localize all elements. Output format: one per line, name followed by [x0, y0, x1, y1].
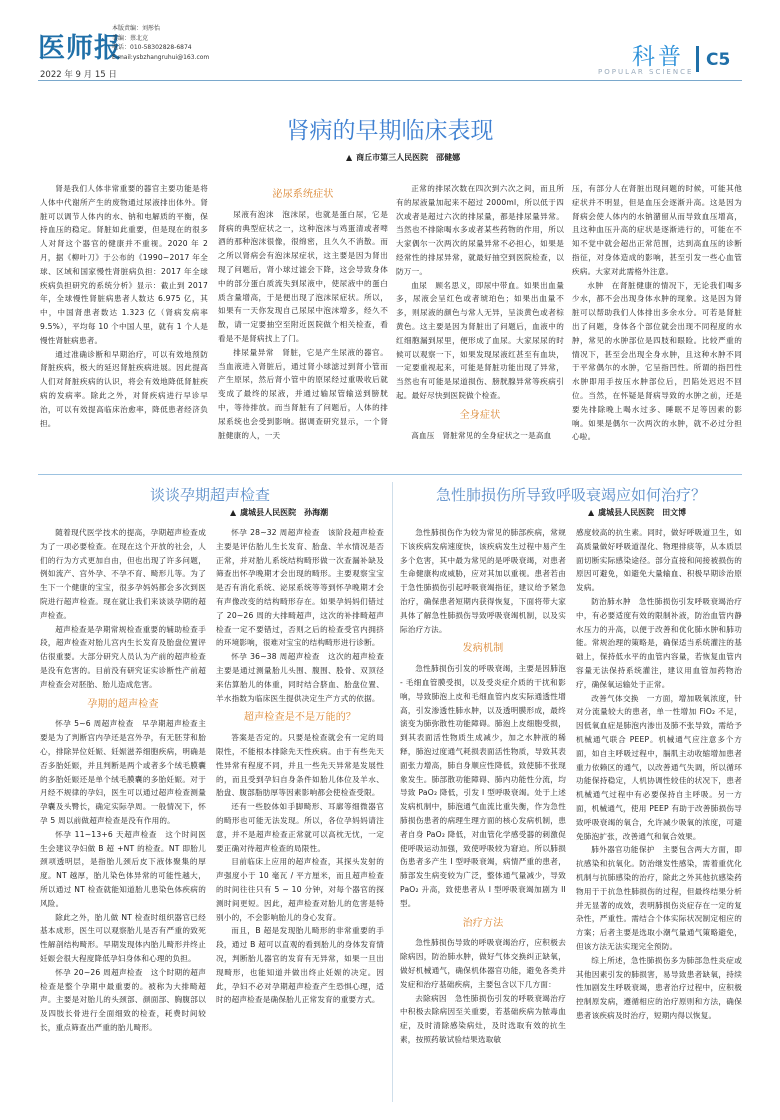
article2-column-1 [40, 526, 206, 1035]
paragraph: 目前临床上应用的超声检查，其探头发射的声强度小于 10 毫瓦 / 平方厘米，而且超声检查的时间往往只有 5 ~ 10 分钟，对每个器官的探测时间更短。因此，超声检查对胎儿的危害是特别小的，不会影响胎儿的身心发育。 [216, 857, 384, 922]
page-number-bar [696, 46, 699, 72]
header-rule [38, 80, 742, 81]
article3-byline [588, 507, 686, 518]
paragraph: 正常的排尿次数在四次到六次之间，而且所有的尿液量加起来不超过 2000ml，所以低于四次或者是超过六次的排尿量，都是排尿量异常。当然也不排除喝水多或者某些药物的作用，所以大家偶尔一次两次的尿量异常不必担心，如果是经常性的排尿异常，就最好抽空到医院检查，以防万一。 [396, 184, 564, 276]
paragraph: 排尿量异常 肾脏，它是产生尿液的器官。当血液进入肾脏后，通过肾小球滤过到肾小管而产生原尿，然后肾小管中的原尿经过重吸收后就变成了最终的尿液，并通过输尿管输送到膀胱中，等待排放。而当肾脏有了问题后，人体的排尿系统也会受到影响。据调查研究显示，一个肾脏健康的人，一天 [218, 347, 388, 440]
article2-column-2 [216, 526, 384, 1007]
article3-column-1 [400, 526, 566, 1047]
subheading: 超声检查是不是万能的？ [243, 712, 357, 724]
paragraph: 感度较高的抗生素。同时，做好呼吸道卫生，如高质量做好呼吸道湿化、物理排痰等，从本质层面切断实际感染途径。部分直接和间接被损伤的原因可避免，如避免大量输血、积极早期诊治原发病。 [576, 528, 742, 593]
paragraph: 怀孕 36~38 周超声检查 这次的超声检查主要是通过测量胎儿头围、腹围、股骨、双顶径来估算胎儿的体重，同时结合脐血、胎盘位置、羊水指数为临床医生提供决定生产方式的依据。 [216, 652, 384, 703]
section-name: 科普 [632, 44, 684, 70]
article1-column-2 [218, 182, 388, 442]
paragraph: 去除病因 急性肺损伤引发的呼吸衰竭治疗中积极去除病因至关重要，若基础疾病为脓毒血症，及时清除感染病灶，及时选取有效的抗生素，按照药敏试验结果选取敏 [400, 993, 566, 1044]
triangle-icon: ▲ [230, 508, 237, 517]
column-divider [392, 482, 393, 1102]
paragraph: 怀孕 11~13+6 天超声检查 这个时间医生会建议孕妇做 B 超 +NT 的检查。NT 即胎儿颈项透明层，是指胎儿颈后皮下液体聚集的厚度。NT 越厚，胎儿染色体异常的可能性越大，所以通过 NT 检查就能知道胎儿患染色体疾病的风险。 [40, 829, 206, 908]
section-divider [38, 474, 742, 475]
paragraph: 肺外器官功能保护 主要包含两大方面，即抗感染和抗氧化。防治继发性感染，需着重优化机制与抗肺感染的治疗，除此之外其他抗感染药物用于于抗急性肺损伤的过程，但最终结果分析并无显著的成效，表明肺损伤炎症存在一定的复杂性，严重性。需结合个体实际状况制定相应的方案；后者主要是选取小潮气量通气策略避免，但该方法无法实现完全预防。 [576, 845, 742, 951]
paragraph: 血尿 顾名思义，即尿中带血。如果出血量多，尿液会呈红色或者琥珀色；如果出血量不多，则尿液的颜色与常人无异，呈淡黄色或者棕黄色。这主要是因为肾脏出了问题后，血液中的红细胞漏到尿里，便形成了血尿。大家尿尿的时候可以观察一下，如果发现尿液红甚至有血块，一定要重视起来，可能是肾脏功能出现了异常，当然也有可能是尿道损伤、膀胱腺异常等疾病引起。最好尽快到医院做个检查。 [396, 280, 564, 400]
paragraph: 防治肺水肿 急性肺损伤引发呼吸衰竭治疗中，有必要适度有效的限制补液，防治血管内静水压力的升高，以便于改善和优化肺水肿和肺功能。常规治理的策略是，确保适当系统灌注的基础上，保持低水平的血管内容量，若恢复血管内容量无法保持系统灌注，建议用血管加药物治疗，确保氧运输处于正常。 [576, 596, 742, 689]
paragraph: 除此之外，胎儿做 NT 检查时组织器官已经基本成形，医生可以观察胎儿是否有严重的致死性解剖结构畸形。早期发现体内胎儿畸形并终止妊娠会很大程度降低孕妇身体和心理的负担。 [40, 912, 206, 963]
paragraph: 急性肺损伤引发的呼吸衰竭，主要是因肺泡 - 毛细血管膜受损，以及受炎症介质的干扰和影响，导致肺泡上皮和毛细血管内皮实际通透性增高，引发渗透性肺水肿，以及透明膜形成，最终演变为肺弥散性功能障碍。肺泡上皮细胞受损，到其表面活性物质生成减少，加之水肿液的稀释，肺泡过度通气耗损表面活性物质，导致其表面张力增高，肺自身顺应性降低，致使肺不张现象发生。肺部散功能障碍、肺内功能性分流，均导致 PaO₂ 降低，引发 I 型呼吸衰竭。处于上述发病机制中，肺泡通气血流比重失衡，作为急性肺损伤患者的病理生理方面的核心发病机制，患者自身 PaO₂ 降低，对血管化学感受器的刺激促使呼吸运动加强，致使呼吸较为窘迫。所以肺损伤患者多产生 I 型呼吸衰竭，病情严重的患者，肺部发生病变较为广泛，整体通气量减少，导致 PaO₂ 升高，致使患者从 I 型呼吸衰竭加剧为 II 型。 [400, 664, 566, 908]
paragraph: 还有一些胶体如手脚畸形、耳廓等细微器官的畸形也可能无法发现。所以，各位孕妈妈请注意，并不是超声检查正常就可以高枕无忧，一定要正确对待超声检查的局限性。 [216, 802, 384, 853]
article1-column-4 [572, 182, 742, 444]
paragraph: 肾是我们人体非常重要的器官主要功能是将人体中代谢所产生的废物通过尿液排出体外。肾脏可以调节人体内的水、钠和电解质的平衡，保持血压的稳定。肾脏如此重要，但是现在的很多人对肾这个器官的健康并不重视。2020 年 2 月，据《柳叶刀》于公布的《1990~2017 年全球、区域和国家慢性肾脏病负担：2017 年全球疾病负担研究的系统分析》显示：截止到 2017 年，全球慢性肾脏病患者人数达 6.975 亿，其中，中国肾患者数达 1.323 亿（肾病发病率 9.5%），平均每 10 个中国人里，就有 1 个人是慢性肾脏病患者。 [40, 184, 208, 345]
paragraph: 答案是否定的。只要是检查就会有一定的局限性，不能根本排除先天性疾病。由于有些先天性异常有程度不同，并且一些先天异常是发展性的，而且受到孕妇自身条件如胎儿体位及羊水、胎盘、腹部脂肪厚等因素影响都会使检查受限。 [216, 733, 384, 798]
paragraph: 怀孕 20~26 周超声检查 这个时期的超声检查是整个孕期中最重要的。被称为大排畸超声。主要是对胎儿的头颈部、颜面部、胸腹部以及四肢长骨进行全面细致的检查，耗费时间较长，重点筛查出严重的胎儿畸形。 [40, 967, 206, 1032]
paragraph: 随着现代医学技术的提高，孕期超声检查成为了一项必要检查。在现在这个开放的社会，人们的行为方式更加自由，但也出现了许多问题，例如流产、宫外孕、不孕不育、畸形儿等。为了生下一个健康的宝宝，很多孕妈妈都会多次到医院进行超声检查。现在就让我们来谈谈孕期的超声检查。 [40, 528, 206, 620]
paragraph: 水肿 在肾脏健康的情况下，无论我们喝多少水，都不会出现身体水肿的现象。这是因为肾脏可以帮助我们人体排出多余水分。可若是肾脏出了问题，身体各个部位就会出现不同程度的水肿，常见的水肿部位是四肢和眼睑。比较严重的情况下，甚至会出现全身水肿，且这种水肿不同于平常偶尔的水肿，它呈指凹性。所谓的指凹性水肿即用手按压水肿部位后，凹陷处迟迟不回位。当然，在怀疑是肾病导致的水肿之前，还是要先排除晚上喝水过多、睡眠不足等因素的影响。如果是偶尔一次两次的水肿，就不必过分担心啦。 [572, 280, 742, 442]
triangle-icon: ▲ [588, 508, 595, 517]
paragraph: 怀孕 5~6 周超声检查 早孕期超声检查主要是为了判断宫内孕还是宫外孕，有无胚芽和胎心，排除异位妊娠、妊娠滋养细胞疾病，明确是否多胎妊娠，并且判断是两个或者多个绒毛膜囊的多胎妊娠还是单个绒毛膜囊的多胎妊娠。对于月经不规律的孕妇，医生可以通过超声检查测量孕囊及头臀长，确定实际孕周。一般情况下，怀孕 5 周以前做超声检查是没有作用的。 [40, 719, 206, 825]
article1-title: 肾病的早期临床表现 [286, 118, 494, 144]
designer-line: 美编：蔡北克 [112, 34, 149, 42]
article1-column-3 [396, 182, 564, 442]
phone-line: 电话：010-58302828-6874 [112, 44, 192, 51]
article1-author: 商丘市第三人民医院 邵健娜 [356, 153, 461, 162]
paragraph: 超声检查是孕期常规检查重要的辅助检查手段，超声检查对胎儿宫内生长发育及胎盘位置评估很重要。大部分研究人员认为产前的超声检查是没有危害的。目前没有研究证实诊断性产前超声检查会对胚胎、胎儿造成危害。 [40, 624, 206, 689]
subheading: 发病机制 [462, 643, 504, 655]
newspaper-logo: 医师报 [38, 33, 122, 64]
paragraph: 急性肺损伤作为较为常见的肺部疾病，常规下该疾病发病速度快，该疾病发生过程中易产生多个危害，其中最为常见的是呼吸衰竭，对患者生命健康构成威胁，应对其加以重视。患者若由于急性肺损伤引起呼吸衰竭指征，建议给予紧急治疗，确保患者短期内获得恢复，下面将带大家具体了解急性肺损伤导致呼吸衰竭机制，以及实际治疗方法。 [400, 528, 566, 634]
paragraph: 急性肺损伤导致的呼吸衰竭治疗，应积极去除病因，防治肺水肿，做好气体交换纠正缺氧，做好机械通气，确保机体器官功能，避免各类并发症和治疗基础疾病，主要包含以下几方面： [400, 938, 566, 989]
paragraph: 高血压 肾脏常见的全身症状之一是高血 [411, 430, 552, 440]
section-name-en: POPULAR SCIENCE [598, 68, 694, 76]
editor-line: 本版责编：刘彤怡 [112, 25, 161, 32]
email-line: E-mail:ysbzhangruhui@163.com [112, 53, 210, 61]
paragraph: 通过准确诊断和早期治疗，可以有效地预防肾脏疾病，极大的延迟肾脏疾病进展。因此提高人们对肾脏疾病的认识，将会有效地降低肾脏疾病的发病率。除此之外，对肾疾病进行早诊早治，可以有效提高临床治愈率，降低患者经济负担。 [40, 349, 208, 428]
paragraph: 综上所述，急性肺损伤多为肺部急性炎症或其他因素引发的肺损害，易导致患者缺氧，持续性加剧发生呼吸衰竭，患者治疗过程中，应积极控制原发病，遵循相应的治疗原则和方法，确保患者该疾病及时治疗，短期内得以恢复。 [576, 955, 742, 1020]
subheading: 孕期的超声检查 [87, 698, 159, 710]
editorial-info [112, 24, 209, 62]
paragraph: 尿液有泡沫 泡沫尿，也就是蛋白尿，它是肾病的典型症状之一，这种泡沫与鸡蛋清或者啤酒的那种泡沫很像，很绵密，且久久不消散。而之所以肾病会有泡沫尿症状，这主要是因为肾出现了问题后，肾小球过滤会下降，这会导致身体中的部分蛋白质流失到尿液中，使尿液中的蛋白质含量增高，于是便出现了泡沫尿症状。所以，如果有一天你发现自己尿尿中泡沫增多，经久不散，请一定要抽空至附近医院做个相关检查，看看是不是肾病找上了门。 [218, 209, 388, 343]
article1-byline [346, 152, 460, 163]
subheading: 全身症状 [459, 409, 501, 421]
article1-column-1 [40, 182, 208, 430]
article3-author: 虞城县人民医院 田文博 [598, 508, 687, 517]
article2-author: 虞城县人民医院 孙海潮 [240, 508, 329, 517]
page-number: C5 [706, 50, 731, 70]
article3-title: 急性肺损伤所导致呼吸衰竭应如何治疗？ [435, 486, 706, 504]
paragraph: 怀孕 28~32 周超声检查 该阶段超声检查主要是评估胎儿生长发育、胎盘、羊水情况是否正常，并对胎儿系统结构畸形做一次查漏补缺及筛查出怀孕晚期才会出现的畸形。主要观察宝宝是否有消化系统、泌尿系统等等到怀孕晚期才会有声像改变的结构畸形存在。如果孕妈妈们错过了 20~26 周的大排畸超声，这次的补排畸超声检查一定不要错过，否则之后的检查受官内拥挤的环境影响，很难对宝宝的结构畸形进行诊断。 [216, 528, 384, 648]
subheading: 泌尿系统症状 [272, 189, 334, 200]
subheading: 治疗方法 [462, 917, 504, 929]
paragraph: 改善气体交换 一方面，增加吸氧浓度，针对分流量较大的患者，单一性增加 FiO₂ 不足，因低氧血症是肺泡内渗出及肺不张导致，需给予机械通气联合 PEEP。机械通气应注意多个方面，如自主呼吸过程中，膈肌主动收缩增加患者重力依赖区的通气，以改善通气失调，所以循环功能保持稳定，人机协调性较佳的状况下，患者机械通气过程中有必要保持自主呼吸。另一方面，机械通气，使用 PEEP 有助于改善肺损伤导致呼吸衰竭的氧合，允许减少吸氧的浓度，可避免肺泡扩张，改善通气和氧合效果。 [576, 693, 742, 841]
issue-date: 2022 年 9 月 15 日 [40, 70, 117, 80]
paragraph: 而且，B 超是发现胎儿畸形的非常重要的手段，通过 B 超可以直观的看到胎儿的身体发育情况，判断胎儿器官的发育有无异常，如果一旦出现畸形，也能知道并做出终止妊娠的决定。因此，孕妇不必对孕期超声检查产生恐惧心理，适时的超声检查是确保胎儿正常发育的重要方式。 [216, 926, 384, 1005]
triangle-icon: ▲ [346, 153, 353, 162]
paragraph: 压，有部分人在肾脏出现问题的时候，可能其他症状并不明显，但是血压会逐渐升高。这是因为肾病会使人体内的水钠潴留从而导致血压增高，且这种血压升高的症状是逐渐进行的，可能在不知不觉中就会超出正常范围，达到高血压的诊断指征，对身体造成的影响，甚至引发一些心血管疾病。大家对此需格外注意。 [572, 184, 742, 276]
article2-title: 谈谈孕期超声检查 [149, 486, 270, 504]
article3-column-2 [576, 526, 742, 1023]
article2-byline [230, 507, 328, 518]
